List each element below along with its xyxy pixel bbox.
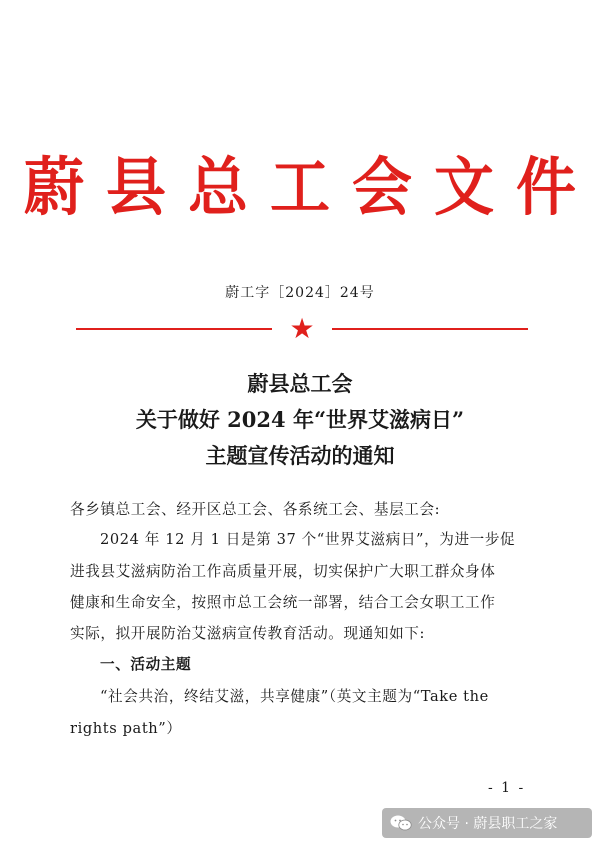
wechat-icon bbox=[390, 814, 412, 832]
document-number: 蔚工字［2024］24号 bbox=[225, 285, 375, 301]
paragraph-1-line-3: 健康和生命安全，按照市总工会统一部署，结合工会女职工工作 bbox=[70, 594, 496, 611]
theme-line-2: rights path”） bbox=[70, 720, 182, 737]
section-heading-1: 一、活动主题 bbox=[100, 656, 192, 673]
notice-title-line-2: 关于做好 2024 年“世界艾滋病日” bbox=[135, 407, 465, 432]
red-divider bbox=[76, 312, 528, 345]
watermark-text: 公众号 · 蔚县职工之家 bbox=[418, 816, 558, 832]
wechat-watermark bbox=[390, 808, 557, 838]
theme-line-1: “社会共治，终结艾滋，共享健康”（英文主题为“Take the bbox=[100, 688, 489, 705]
star-icon: ★ bbox=[289, 312, 315, 345]
paragraph-1-line-4: 实际，拟开展防治艾滋病宣传教育活动。现通知如下: bbox=[70, 625, 425, 642]
document-masthead: 蔚县总工会文件 bbox=[24, 151, 598, 225]
notice-title-line-1: 蔚县总工会 bbox=[247, 371, 353, 396]
addressee: 各乡镇总工会、经开区总工会、各系统工会、基层工会: bbox=[70, 501, 441, 518]
notice-title-line-3: 主题宣传活动的通知 bbox=[205, 443, 395, 468]
page-number: - 1 - bbox=[488, 780, 526, 796]
divider-line-right bbox=[332, 328, 528, 330]
paragraph-1-line-1: 2024 年 12 月 1 日是第 37 个“世界艾滋病日”，为进一步促 bbox=[100, 531, 516, 548]
divider-line-left bbox=[76, 328, 272, 330]
paragraph-1-line-2: 进我县艾滋病防治工作高质量开展，切实保护广大职工群众身体 bbox=[70, 563, 496, 580]
